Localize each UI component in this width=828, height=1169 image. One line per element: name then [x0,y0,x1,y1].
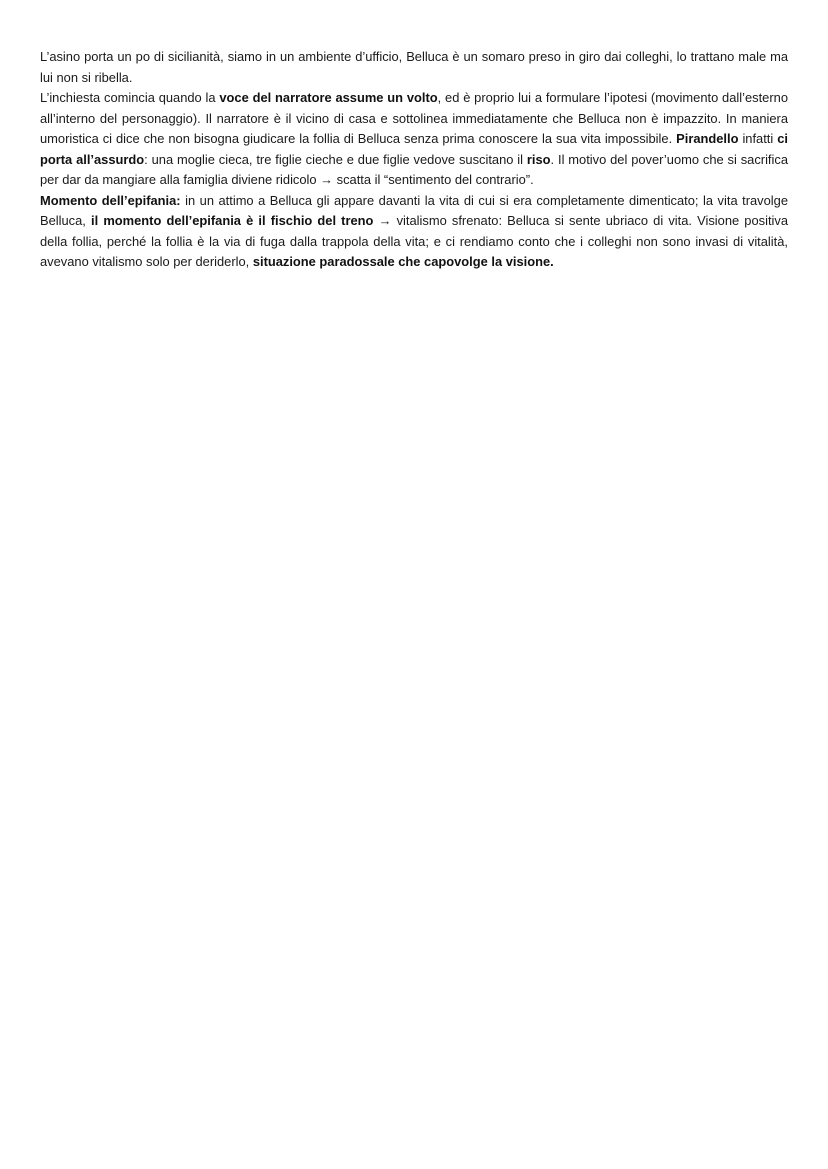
bold-text-run: voce del narratore assume un volto [219,90,438,105]
text-run: , ed è proprio lui a formulare l’ipotesi (movimento dall’esterno all’interno del personaggio). Il narratore è il vicino di casa e sottolinea immediatamente che Belluca non è impazzito. In maniera umoristica ci dice che non bisogna giudicare la follia di Belluca senza prima conoscere la sua vita impossibile. [40,90,788,146]
text-run: . Il motivo del pover’uomo che si sacrifica per dar da mangiare alla famiglia diviene ridicolo → scatta il “sentimento del contrario”. [40,151,788,187]
bold-text-run: Momento dell’epifania: [40,192,181,208]
bold-text-run: Pirandello [676,131,739,146]
bold-text-run: situazione paradossale che capovolge la visione. [252,254,554,269]
bold-text-run: riso [526,151,551,167]
text-run: infatti [738,131,778,146]
bold-text-run: il momento dell’epifania è il fischio del treno [91,213,374,228]
document-page [40,47,788,273]
text-run: L’asino porta un po di sicilianità, siamo in un ambiente d’ufficio, Belluca è un somaro preso in giro dai colleghi, lo trattano male ma lui non si ribella. [40,49,788,85]
text-run: → vitalismo sfrenato: Belluca si sente ubriaco di vita. Visione positiva della follia, perché la follia è la via di fuga dalla trappola della vita; e ci rendiamo conto che i colleghi non sono invasi di vitalità, avevano vitalismo solo per deriderlo, [40,213,789,269]
bold-text-run: ci porta all’assurdo [40,131,788,167]
text-run: : una moglie cieca, tre figlie cieche e due figlie vedove suscitano il [144,151,527,167]
paragraph-asino [40,47,788,88]
paragraph-inchiesta [40,88,788,191]
paragraph-epifania [40,191,788,273]
text-run: in un attimo a Belluca gli appare davanti la vita di cui si era completamente dimenticato; la vita travolge Belluca, [40,192,788,228]
text-run: L’inchiesta comincia quando la [40,90,220,105]
